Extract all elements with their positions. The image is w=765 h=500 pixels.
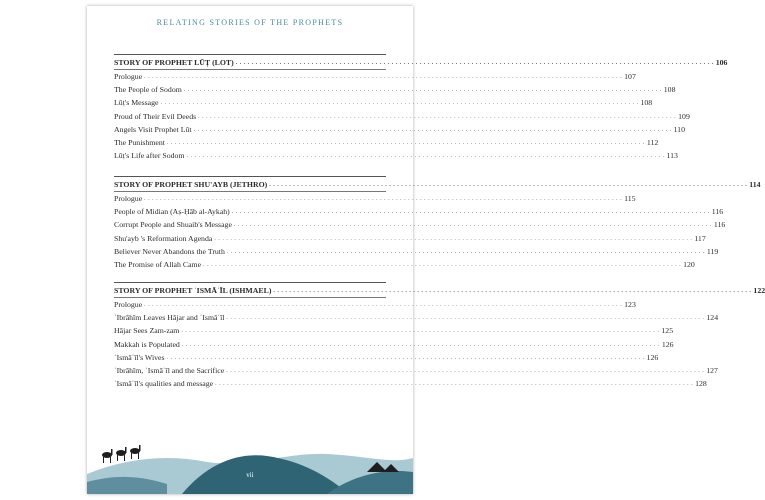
toc-page-number: 127 bbox=[706, 366, 718, 375]
toc-entry-label: The People of Sodom bbox=[114, 85, 182, 95]
toc-entry-label: STORY OF PROPHET ʿISMĀʿĪL (ISHMAEL) bbox=[114, 286, 272, 295]
dot-leader: . . . . . . . . . . . . . . . . . . . . . . . . . . . . . . . . . . . . . . . . . . . . . . . . . . . . . . . . . . . . . . . . . . . . . . . . . . . . . . . . . . . . . . . . . . . . . . . . . . . . . . . . . . . . . . . . . . . . . . . . bbox=[166, 354, 645, 361]
dot-leader: . . . . . . . . . . . . . . . . . . . . . . . . . . . . . . . . . . . . . . . . . . . . . . . . . . . . . . . . . . . . . . . . . . . . . . . . . . . . . . . . . . . . . . . . . . . . . . . . . . . . . . . . . . . . . . . . . . . . . . . . bbox=[215, 381, 694, 388]
toc-page-number: 117 bbox=[694, 233, 706, 243]
dot-leader: . . . . . . . . . . . . . . . . . . . . . . . . . . . . . . . . . . . . . . . . . . . . . . . . . . . . . . . . . . . . . . . . . . . . . . . . . . . . . . . . . . . . . . . . . . . . . . . . . . . . . . . . . . . . . . . . . . . . . . . . bbox=[214, 235, 693, 242]
toc-entry-label: Lūṭ's Message bbox=[114, 98, 159, 108]
dot-leader: . . . . . . . . . . . . . . . . . . . . . . . . . . . . . . . . . . . . . . . . . . . . . . . . . . . . . . . . . . . . . . . . . . . . . . . . . . . . . . . . . . . . . . . . . . . . . . . . . . . . . . . . . . . . . . . . . . . . . . . . bbox=[226, 368, 705, 374]
toc-entry-label: Prologue bbox=[114, 194, 143, 203]
toc-entry-label: Makkah is Populated bbox=[114, 339, 180, 349]
dot-leader: . . . . . . . . . . . . . . . . . . . . . . . . . . . . . . . . . . . . . . . . . . . . . . . . . . . . . . . . . . . . . . . . . . . . . . . . . . . . . . . . . . . . . . . . . . . . . . . . . . . . . . . . . . . . . . . . . . . . . . . . bbox=[181, 328, 660, 335]
dot-leader: . . . . . . . . . . . . . . . . . . . . . . . . . . . . . . . . . . . . . . . . . . . . . . . . . . . . . . . . . . . . . . . . . . . . . . . . . . . . . . . . . . . . . . . . . . . . . . . . . . . . . . . . . . . . . . . . . . . . . . . . bbox=[144, 74, 623, 80]
toc-page-number: 110 bbox=[673, 124, 685, 134]
dot-leader: . . . . . . . . . . . . . . . . . . . . . . . . . . . . . . . . . . . . . . . . . . . . . . . . . . . . . . . . . . . . . . . . . . . . . . . . . . . . . . . . . . . . . . . . . . . . . . . . . . . . . . . . . . . . . . . . . . . . . . . . bbox=[226, 315, 705, 322]
toc-page-number: 106 bbox=[715, 58, 728, 67]
dot-leader: . . . . . . . . . . . . . . . . . . . . . . . . . . . . . . . . . . . . . . . . . . . . . . . . . . . . . . . . . . . . . . . . . . . . . . . . . . . . . . . . . . . . . . . . . . . . . . . . . . . . . . . . . . . . . . . . . . . . . . . . bbox=[144, 196, 623, 202]
toc-page-number: 126 bbox=[646, 352, 659, 362]
toc-page-number: 128 bbox=[695, 379, 707, 389]
toc-page-number: 109 bbox=[678, 111, 690, 121]
toc-entry-label: Prologue bbox=[114, 300, 143, 309]
toc-page-number: 114 bbox=[749, 180, 761, 189]
toc-page-number: 108 bbox=[640, 98, 653, 108]
toc-entry-label: ʿIsmāʿīl's Wives bbox=[114, 352, 165, 362]
dot-leader: . . . . . . . . . . . . . . . . . . . . . . . . . . . . . . . . . . . . . . . . . . . . . . . . . . . . . . . . . . . . . . . . . . . . . . . . . . . . . . . . . . . . . . . . . . . . . . . . . . . . . . . . . . . . . . . . . . . . . . . . bbox=[166, 140, 645, 146]
page-number: vii bbox=[246, 471, 254, 479]
toc-page-number: 112 bbox=[646, 138, 659, 147]
toc-entry-label: Shu'ayb 's Reformation Agenda bbox=[114, 233, 213, 243]
dot-leader: . . . . . . . . . . . . . . . . . . . . . . . . . . . . . . . . . . . . . . . . . . . . . . . . . . . . . . . . . . . . . . . . . . . . . . . . . . . . . . . . . . . . . . . . . . . . . . . . . . . . . . . . . . . . . . . . . . . . . . . . bbox=[233, 222, 712, 229]
dot-leader: . . . . . . . . . . . . . . . . . . . . . . . . . . . . . . . . . . . . . . . . . . . . . . . . . . . . . . . . . . . . . . . . . . . . . . . . . . . . . . . . . . . . . . . . . . . . . . . . . . . . . . . . . . . . . . . . . . . . . . . . bbox=[193, 126, 672, 133]
toc-entry-label: Believer Never Abandons the Truth bbox=[114, 246, 225, 256]
toc-page-number: 123 bbox=[624, 300, 636, 309]
toc-entry-label: STORY OF PROPHET LŪṬ (LOT) bbox=[114, 58, 234, 67]
dot-leader: . . . . . . . . . . . . . . . . . . . . . . . . . . . . . . . . . . . . . . . . . . . . . . . . . . . . . . . . . . . . . . . . . . . . . . . . . . . . . . . . . . . . . . . . . . . . . . . . . . . . . . . . . . . . . . . . . . . . . . . . bbox=[203, 262, 682, 268]
camel-caravan-icon bbox=[102, 445, 141, 463]
toc-entry-label: STORY OF PROPHET SHU'AYB (JETHRO) bbox=[114, 180, 268, 189]
toc-page-number: 119 bbox=[706, 246, 719, 256]
running-header: RELATING STORIES OF THE PROPHETS bbox=[156, 18, 344, 27]
dot-leader: . . . . . . . . . . . . . . . . . . . . . . . . . . . . . . . . . . . . . . . . . . . . . . . . . . . . . . . . . . . . . . . . . . . . . . . . . . . . . . . . . . . . . . . . . . . . . . . . . . . . . . . . . . . . . . . . . . . . . . . . bbox=[231, 209, 710, 216]
dot-leader: . . . . . . . . . . . . . . . . . . . . . . . . . . . . . . . . . . . . . . . . . . . . . . . . . . . . . . . . . . . . . . . . . . . . . . . . . . . . . . . . . . . . . . . . . . . . . . . . . . . . . . . . . . . . . . . . . . . . . . . . bbox=[198, 113, 677, 120]
toc-page-number: 115 bbox=[624, 194, 636, 203]
dot-leader: . . . . . . . . . . . . . . . . . . . . . . . . . . . . . . . . . . . . . . . . . . . . . . . . . . . . . . . . . . . . . . . . . . . . . . . . . . . . . . . . . . . . . . . . . . . . . . . . . . . . . . . . . . . . . . . . . . . . . . . . bbox=[186, 153, 665, 160]
dot-leader: . . . . . . . . . . . . . . . . . . . . . . . . . . . . . . . . . . . . . . . . . . . . . . . . . . . . . . . . . . . . . . . . . . . . . . . . . . . . . . . . . . . . . . . . . . . . . . . . . . . . . . . . . . . . . . . . . . . . . . . . bbox=[144, 302, 623, 308]
toc-page-number: 108 bbox=[663, 85, 676, 95]
toc-entry-label: Corrupt People and Shuaib's Message bbox=[114, 220, 232, 230]
dot-leader: . . . . . . . . . . . . . . . . . . . . . . . . . . . . . . . . . . . . . . . . . . . . . . . . . . . . . . . . . . . . . . . . . . . . . . . . . . . . . . . . . . . . . . . . . . . . . . . . . . . . . . . . . . . . . . . . . . . . . . . . bbox=[235, 60, 714, 66]
toc-entry-label: People of Midian (Aṣ-Ḥāb al-Aykah) bbox=[114, 207, 230, 217]
toc-entry-label: Angels Visit Prophet Lūt bbox=[114, 124, 192, 134]
toc-page-number: 125 bbox=[661, 326, 674, 336]
toc-page-number: 120 bbox=[683, 260, 695, 269]
dot-leader: . . . . . . . . . . . . . . . . . . . . . . . . . . . . . . . . . . . . . . . . . . . . . . . . . . . . . . . . . . . . . . . . . . . . . . . . . . . . . . . . . . . . . . . . . . . . . . . . . . . . . . . . . . . . . . . . . . . . . . . . bbox=[269, 182, 748, 188]
dune-illustration bbox=[87, 6, 413, 494]
toc-page-number: 122 bbox=[753, 286, 765, 295]
toc-entry-label: The Promise of Allah Came bbox=[114, 260, 202, 269]
toc-entry-label: Lūṭ's Life after Sodom bbox=[114, 151, 185, 161]
toc-page-number: 126 bbox=[661, 339, 674, 349]
dot-leader: . . . . . . . . . . . . . . . . . . . . . . . . . . . . . . . . . . . . . . . . . . . . . . . . . . . . . . . . . . . . . . . . . . . . . . . . . . . . . . . . . . . . . . . . . . . . . . . . . . . . . . . . . . . . . . . . . . . . . . . . bbox=[273, 288, 752, 294]
dot-leader: . . . . . . . . . . . . . . . . . . . . . . . . . . . . . . . . . . . . . . . . . . . . . . . . . . . . . . . . . . . . . . . . . . . . . . . . . . . . . . . . . . . . . . . . . . . . . . . . . . . . . . . . . . . . . . . . . . . . . . . . bbox=[183, 87, 662, 94]
toc-page-number: 116 bbox=[711, 207, 724, 217]
toc-entry-label: Proud of Their Evil Deeds bbox=[114, 111, 197, 121]
toc-entry-label: The Punishment bbox=[114, 138, 165, 147]
toc-entry-label: Prologue bbox=[114, 72, 143, 81]
toc-entry-label: Hājar Sees Zam-zam bbox=[114, 326, 180, 336]
toc-entry-label: ʿIbrāhīm, ʿIsmāʿīl and the Sacrifice bbox=[114, 366, 225, 375]
toc-page-number: 116 bbox=[713, 220, 726, 230]
toc-page-number: 107 bbox=[624, 72, 636, 81]
toc-entry-label: ʿIbrāhīm Leaves Hājar and ʿIsmāʿīl bbox=[114, 313, 225, 323]
toc-page-number: 113 bbox=[666, 151, 678, 161]
toc-page-number: 124 bbox=[706, 313, 719, 323]
dot-leader: . . . . . . . . . . . . . . . . . . . . . . . . . . . . . . . . . . . . . . . . . . . . . . . . . . . . . . . . . . . . . . . . . . . . . . . . . . . . . . . . . . . . . . . . . . . . . . . . . . . . . . . . . . . . . . . . . . . . . . . . bbox=[160, 100, 639, 107]
toc-entry-label: ʿIsmāʿīl's qualities and message bbox=[114, 379, 214, 389]
dot-leader: . . . . . . . . . . . . . . . . . . . . . . . . . . . . . . . . . . . . . . . . . . . . . . . . . . . . . . . . . . . . . . . . . . . . . . . . . . . . . . . . . . . . . . . . . . . . . . . . . . . . . . . . . . . . . . . . . . . . . . . . bbox=[226, 248, 705, 255]
book-page bbox=[87, 6, 765, 494]
dot-leader: . . . . . . . . . . . . . . . . . . . . . . . . . . . . . . . . . . . . . . . . . . . . . . . . . . . . . . . . . . . . . . . . . . . . . . . . . . . . . . . . . . . . . . . . . . . . . . . . . . . . . . . . . . . . . . . . . . . . . . . . bbox=[181, 341, 660, 348]
